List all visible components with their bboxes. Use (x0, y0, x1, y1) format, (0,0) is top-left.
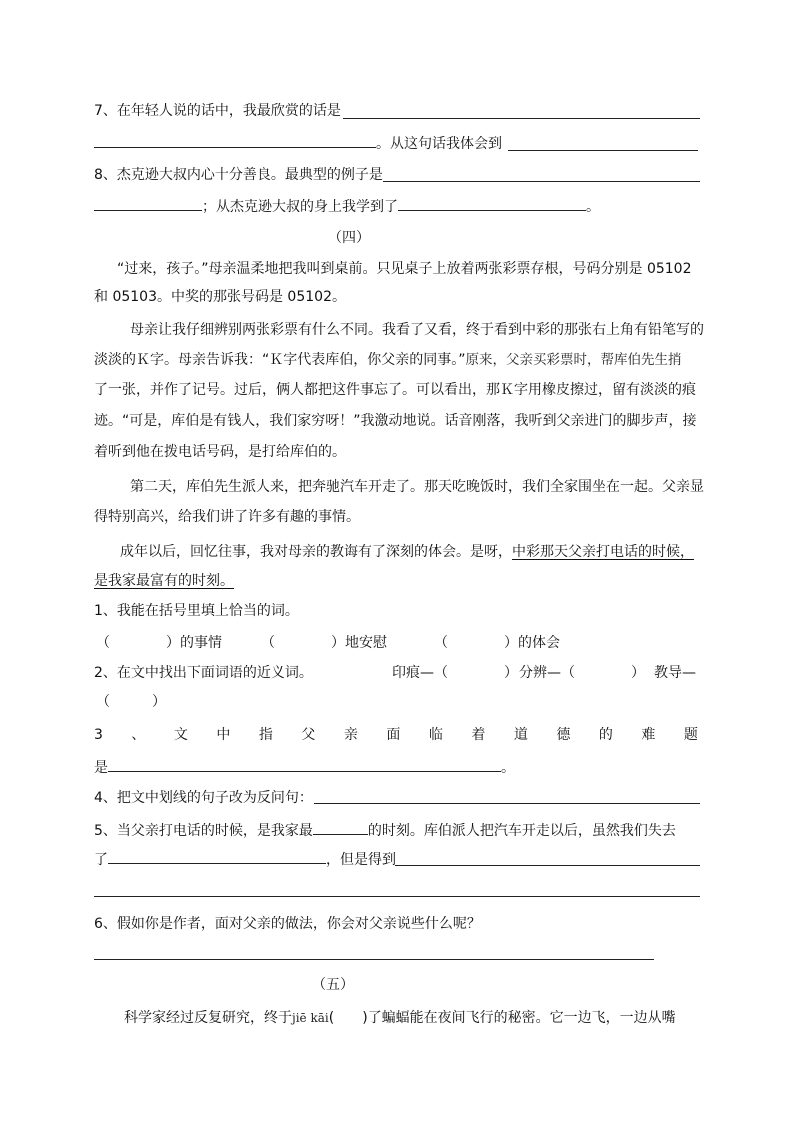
passage-line (94, 442, 700, 462)
question-char: 文 (173, 727, 188, 743)
answer-blank[interactable] (343, 118, 700, 119)
question-char: 、 (131, 727, 146, 743)
answer-blank[interactable] (313, 820, 368, 835)
section-5-title: （五） (312, 977, 354, 993)
question-text: 。 (501, 760, 515, 776)
fill-in-blank[interactable]: （ ）的事情 (96, 635, 222, 651)
passage-paragraph (124, 1008, 700, 1028)
passage-line (94, 380, 700, 400)
question-char: 亲 (343, 727, 358, 743)
question-1-title (94, 601, 700, 621)
fill-in-blank[interactable]: （ ） (96, 694, 166, 710)
fill-in-blank[interactable]: 分辨—（ ） (519, 665, 645, 681)
question-text: 1、我能在括号里填上恰当的词。 (94, 603, 299, 619)
passage-line (94, 571, 700, 591)
passage-text: 了蝙蝠能在夜间飞行的秘密。它一边飞，一边从嘴 (367, 1010, 676, 1026)
question-3-line-1 (94, 725, 698, 745)
answer-line[interactable] (94, 959, 654, 960)
passage-line (94, 507, 700, 527)
passage-text: 得特别高兴，给我们讲了许多有趣的事情。 (94, 509, 360, 525)
fill-in-blank[interactable]: ( ) (328, 1010, 368, 1026)
passage-paragraph (130, 320, 704, 340)
answer-blank[interactable] (314, 803, 700, 804)
question-7-text: 7、在年轻人说的话中，我最欣赏的话是 (94, 103, 341, 119)
passage-text: 母亲让我仔细辨别两张彩票有什么不同。我看了又看，终于看到中彩的那张右上角有铅笔写的 (130, 322, 704, 338)
question-text: 了 (94, 852, 108, 868)
question-char: 父 (301, 727, 316, 743)
question-7-continuation: 。从这句话我体会到 (376, 136, 502, 152)
passage-text: 淡淡的Ｋ字。母亲告诉我：“Ｋ字代表库伯，你父亲的同事。” (94, 352, 466, 368)
fill-in-blank[interactable]: 教导— (654, 665, 696, 681)
question-char: 题 (683, 727, 698, 743)
passage-text: 科学家经过反复研究，终于 (124, 1010, 292, 1026)
question-char: 临 (428, 727, 443, 743)
pinyin: jiē kāi (292, 1011, 329, 1025)
fill-in-blank[interactable]: （ ）地安慰 (261, 635, 387, 651)
question-char: 面 (386, 727, 401, 743)
fill-in-blank[interactable]: 印痕—（ ） (392, 665, 518, 681)
question-text: 2、在文中找出下面词语的近义词。 (94, 665, 313, 681)
question-char: 难 (641, 727, 656, 743)
question-2-line-2 (96, 692, 702, 712)
passage-paragraph (120, 542, 700, 562)
question-text: 6、假如你是作者，面对父亲的做法，你会对父亲说些什么呢？ (94, 916, 481, 932)
passage-line (94, 411, 700, 431)
question-5-line-2 (94, 849, 700, 870)
passage-text: 迹。“可是，库伯是有钱人，我们家穷呀！”我激动地说。话音刚落，我听到父亲进门的脚步声，接 (94, 413, 697, 429)
question-6 (94, 914, 700, 934)
answer-blank[interactable] (94, 196, 202, 211)
question-char: 的 (598, 727, 613, 743)
question-2-line-1 (94, 663, 700, 683)
question-char: 德 (556, 727, 571, 743)
question-4 (94, 788, 700, 808)
passage-text: 了一张，并作了记号。过后，俩人都把这件事忘了。可以看出，那Ｋ字用橡皮擦过，留有淡淡的痕 (94, 382, 696, 398)
passage-text: 着听到他在拨电话号码，是打给库伯的。 (94, 444, 346, 460)
passage-line (94, 350, 700, 370)
question-text: 5、当父亲打电话的时候，是我家最 (94, 823, 313, 839)
question-char: 道 (513, 727, 528, 743)
answer-blank[interactable] (94, 133, 376, 148)
answer-blank[interactable] (108, 757, 501, 772)
answer-blank[interactable] (508, 150, 698, 151)
answer-blank[interactable] (108, 849, 326, 864)
question-8-continuation: ；从杰克逊大叔的身上我学到了 (202, 199, 398, 215)
underlined-sentence: 中彩那天父亲打电话的时候， (512, 544, 694, 560)
question-5-line-1 (94, 820, 700, 841)
answer-line[interactable] (94, 896, 700, 897)
question-8-line-2 (94, 196, 700, 217)
question-8-line-1 (94, 165, 700, 185)
question-char: 3 (94, 727, 103, 743)
passage-text: 原来，父亲买彩票时，帮库伯先生捎 (465, 352, 682, 368)
question-3-line-2 (94, 757, 700, 778)
section-4-title: （四） (328, 230, 370, 246)
answer-blank[interactable] (383, 181, 700, 182)
passage-paragraph (117, 259, 700, 279)
passage-text: 第二天，库伯先生派人来，把奔驰汽车开走了。那天吃晚饭时，我们全家围坐在一起。父亲显 (130, 479, 704, 495)
passage-text: “过来，孩子。”母亲温柔地把我叫到桌前。只见桌子上放着两张彩票存根，号码分别是 05102 (117, 261, 692, 277)
question-text: 的时刻。库伯派人把汽车开走以后，虽然我们失去 (367, 823, 676, 839)
question-8-text: 8、杰克逊大叔内心十分善良。最典型的例子是 (94, 167, 383, 183)
question-char: 指 (258, 727, 273, 743)
question-text: 是 (94, 760, 108, 776)
question-text: 4、把文中划线的句子改为反问句： (94, 790, 313, 806)
question-text: ，但是得到 (326, 852, 396, 868)
passage-paragraph (130, 477, 704, 497)
question-8-end: 。 (586, 199, 600, 215)
answer-blank[interactable] (398, 196, 586, 211)
fill-in-blank[interactable]: （ ）的体会 (434, 635, 560, 651)
question-char: 着 (471, 727, 486, 743)
answer-blank[interactable] (395, 865, 700, 866)
passage-text: 和 05103。中奖的那张号码是 05102。 (94, 289, 346, 305)
passage-line (94, 287, 700, 307)
passage-text: 成年以后，回忆往事，我对母亲的教诲有了深刻的体会。是呀， (120, 544, 512, 560)
question-char: 中 (216, 727, 231, 743)
underlined-sentence: 是我家最富有的时刻。 (94, 573, 234, 589)
